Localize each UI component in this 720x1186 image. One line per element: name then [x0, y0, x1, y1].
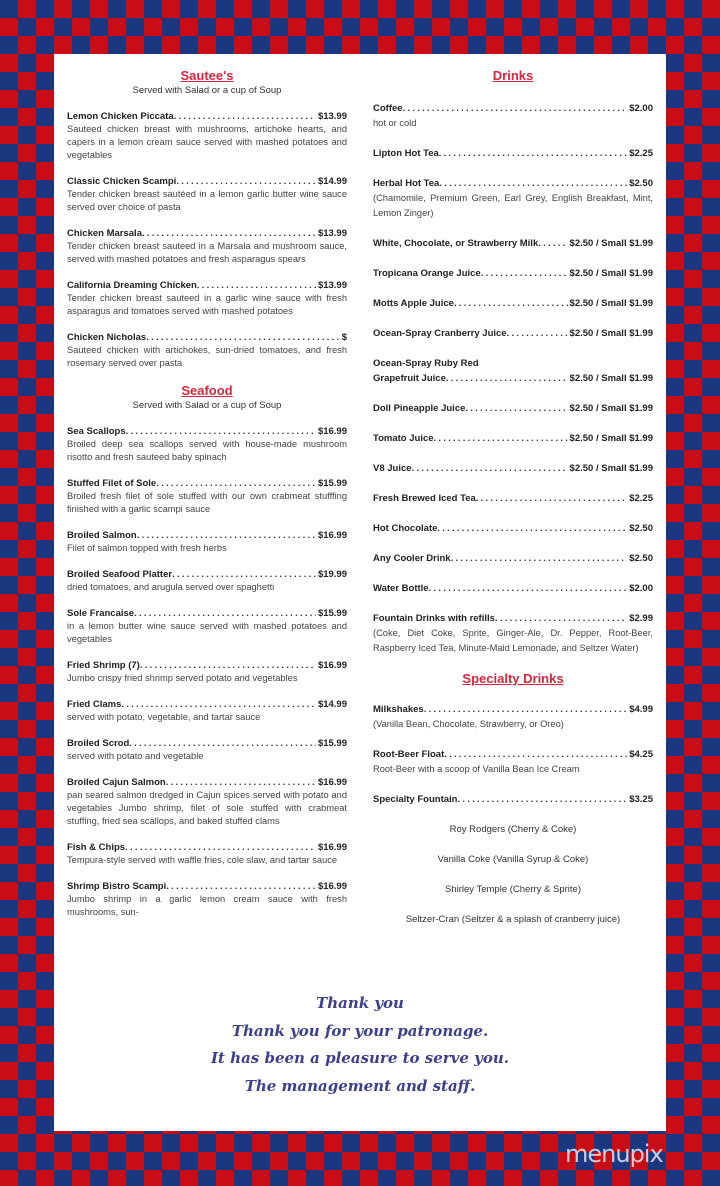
item-row — [373, 581, 653, 596]
item-name: Broiled Seafood Platter — [67, 569, 173, 580]
menu-item — [67, 175, 347, 214]
menu-item — [67, 737, 347, 763]
item-name: Fountain Drinks with refills — [373, 613, 495, 624]
item-price: $2.25 — [629, 493, 653, 504]
item-price: $2.00 — [629, 583, 653, 594]
menu-item — [67, 227, 347, 266]
item-description: Root-Beer with a scoop of Vanilla Bean Ice Cream — [373, 764, 580, 774]
item-row — [373, 146, 653, 161]
item-name: Fresh Brewed Iced Tea — [373, 493, 476, 504]
specialty-drinks-section — [373, 671, 653, 927]
menu-item — [67, 331, 347, 370]
item-row — [67, 529, 347, 542]
item-row — [373, 401, 653, 416]
seafood-subtitle: Served with Salad or a cup of Soup — [132, 400, 282, 411]
item-name: Specialty Fountain — [373, 794, 458, 805]
menu-item — [373, 747, 653, 777]
item-row — [67, 110, 347, 123]
item-name: Doll Pineapple Juice — [373, 403, 466, 414]
menu-item — [67, 425, 347, 464]
menu-item — [373, 101, 653, 131]
item-description: Filet of salmon topped with fresh herbs — [67, 543, 227, 553]
left-column — [67, 68, 347, 932]
item-description: pan seared salmon dredged in Cajun spices served with potato and vegetables Jumbo shrimp, filet of sole stuffed with crabmeat stuffing, fried sea scallops, and baked stuffed clams — [67, 790, 347, 826]
right-column — [373, 68, 653, 942]
item-row — [67, 175, 347, 188]
item-price: $2.50 / Small $1.99 — [569, 463, 653, 474]
dot-leader — [454, 296, 568, 311]
sautees-subtitle: Served with Salad or a cup of Soup — [132, 85, 282, 96]
menu-item — [373, 491, 653, 506]
dot-leader — [129, 737, 316, 750]
item-row — [67, 607, 347, 620]
item-description: Jumbo shrimp in a garlic lemon cream sauce with fresh mushrooms, sun- — [67, 894, 347, 917]
menu-item — [373, 431, 653, 446]
item-price: $2.99 — [629, 613, 653, 624]
menu-item — [373, 176, 653, 221]
item-name: California Dreaming Chicken — [67, 280, 197, 291]
dot-leader — [125, 841, 316, 854]
item-name-prefix: Ocean-Spray Ruby Red — [373, 358, 479, 369]
dot-leader — [121, 698, 316, 711]
menu-item — [67, 776, 347, 828]
item-price: $2.50 — [629, 523, 653, 534]
item-row — [67, 880, 347, 893]
dot-leader — [142, 227, 316, 240]
item-price: $16.99 — [317, 660, 347, 671]
item-price: $16.99 — [317, 426, 347, 437]
menu-item — [373, 401, 653, 416]
item-description: Broiled deep sea scallops served with house-made mushroom risotto and fresh sauteed baby spinach — [67, 439, 347, 462]
item-description: Tender chicken breast sauteed in a Marsala and mushroom sauce, served with mashed potatoes and fresh asparagus spears — [67, 241, 347, 264]
item-description: served with potato, vegetable, and tartar sauce — [67, 712, 261, 722]
dot-leader — [444, 747, 627, 762]
item-name: Any Cooler Drink — [373, 553, 451, 564]
item-description: Jumbo crispy fried shrimp served potato and vegetables — [67, 673, 298, 683]
item-description: Tender chicken breast sautéed in a lemon garlic butter wine sauce served over choice of pasta — [67, 189, 347, 212]
menu-item — [373, 551, 653, 566]
dot-leader — [507, 326, 568, 341]
item-name: Ocean-Spray Cranberry Juice — [373, 328, 507, 339]
item-description: in a lemon butter wine sauce served with mashed potatoes and vegetables — [67, 621, 347, 644]
dot-leader — [156, 477, 316, 490]
item-price: $ — [341, 332, 347, 343]
item-description: (Vanilla Bean, Chocolate, Strawberry, or Oreo) — [373, 719, 564, 729]
item-row — [373, 551, 653, 566]
item-description: hot or cold — [373, 118, 417, 128]
item-name: Water Bottle — [373, 583, 429, 594]
menu-item — [67, 841, 347, 867]
dot-leader — [140, 659, 316, 672]
item-price: $16.99 — [317, 842, 347, 853]
item-description: Sauteed chicken breast with mushrooms, artichoke hearts, and capers in a lemon cream sauce served with mashed potatoes and vegetables — [67, 124, 347, 160]
item-price: $2.50 / Small $1.99 — [569, 433, 653, 444]
item-name: Broiled Scrod — [67, 738, 130, 749]
menu-item — [373, 521, 653, 536]
dot-leader — [126, 425, 316, 438]
dot-leader — [538, 236, 567, 251]
item-row — [373, 611, 653, 626]
item-price: $14.99 — [317, 176, 347, 187]
dot-leader — [465, 401, 567, 416]
item-price: $2.50 / Small $1.99 — [569, 328, 653, 339]
specialty-fountain-option: Roy Rodgers (Cherry & Coke) — [449, 824, 577, 835]
item-row — [373, 236, 653, 251]
dot-leader — [166, 776, 316, 789]
item-price: $15.99 — [317, 738, 347, 749]
dot-leader — [166, 880, 316, 893]
item-row — [373, 371, 653, 386]
item-row — [373, 747, 653, 762]
item-name: White, Chocolate, or Strawberry Milk — [373, 238, 539, 249]
menu-item — [373, 266, 653, 281]
dot-leader — [172, 568, 316, 581]
menu-item — [67, 477, 347, 516]
thank-you-line: Thank you — [316, 994, 404, 1012]
item-name: Fried Clams — [67, 699, 122, 710]
menu-item — [373, 461, 653, 476]
item-row — [67, 841, 347, 854]
menu-item — [373, 356, 653, 386]
dot-leader — [439, 146, 627, 161]
specialty-fountain-option: Vanilla Coke (Vanilla Syrup & Coke) — [437, 854, 589, 865]
item-price: $4.99 — [629, 704, 653, 715]
item-price: $2.50 / Small $1.99 — [569, 268, 653, 279]
item-name: Fried Shrimp (7) — [67, 660, 140, 671]
item-price: $2.50 — [629, 178, 653, 189]
sautees-title: Sautee's — [180, 68, 234, 83]
item-description: (Coke, Diet Coke, Sprite, Ginger-Ale, Dr. Pepper, Root-Beer, Raspberry Iced Tea, Minute-Maid Lemonade, and Seltzer Water) — [373, 628, 653, 653]
item-row — [67, 227, 347, 240]
item-row — [373, 702, 653, 717]
item-description: Tempura-style served with waffle fries, cole slaw, and tartar sauce — [67, 855, 338, 865]
dot-leader — [446, 371, 568, 386]
item-name: Sea Scallops — [67, 426, 126, 437]
dot-leader — [451, 551, 628, 566]
dot-leader — [434, 431, 568, 446]
dot-leader — [481, 266, 568, 281]
item-price: $16.99 — [317, 881, 347, 892]
item-name: Broiled Salmon — [67, 530, 137, 541]
item-price: $19.99 — [317, 569, 347, 580]
dot-leader — [457, 792, 627, 807]
item-row — [67, 568, 347, 581]
item-row — [67, 776, 347, 789]
item-name: Lipton Hot Tea — [373, 148, 439, 159]
dot-leader — [429, 581, 628, 596]
seafood-title: Seafood — [181, 383, 233, 398]
menu-item — [373, 326, 653, 341]
item-price: $15.99 — [317, 478, 347, 489]
menu-item — [67, 110, 347, 162]
item-row — [373, 266, 653, 281]
item-price: $2.50 / Small $1.99 — [569, 238, 653, 249]
item-price: $2.50 — [629, 553, 653, 564]
item-price: $15.99 — [317, 608, 347, 619]
item-row — [67, 331, 347, 344]
item-price: $13.99 — [317, 280, 347, 291]
item-price: $13.99 — [317, 228, 347, 239]
item-description: Broiled fresh filet of sole stuffed with our own crabmeat stufffing finished with a garlic scampi sauce — [67, 491, 347, 514]
menu-item — [67, 279, 347, 318]
item-name: Tropicana Orange Juice — [373, 268, 481, 279]
item-row — [373, 461, 653, 476]
dot-leader — [174, 110, 316, 123]
item-name: Coffee — [373, 103, 403, 114]
item-name: Hot Chocolate — [373, 523, 438, 534]
menu-item — [67, 880, 347, 919]
thank-you-line: Thank you for your patronage. — [231, 1021, 489, 1040]
specialty-fountain-option: Seltzer-Cran (Seltzer & a splash of cranberry juice) — [405, 914, 621, 925]
item-name: Fish & Chips — [67, 842, 126, 853]
item-row — [67, 737, 347, 750]
dot-leader — [134, 607, 316, 620]
menu-panel — [54, 54, 666, 1131]
item-row — [373, 792, 653, 807]
item-name: Shrimp Bistro Scampi — [67, 881, 167, 892]
item-description: dried tomatoes, and arugula served over spaghetti — [67, 582, 275, 592]
item-row — [373, 101, 653, 116]
item-name: Broiled Cajun Salmon — [67, 777, 166, 788]
seafood-section — [67, 383, 347, 919]
menupix-watermark: menupix — [565, 1140, 663, 1168]
item-price: $4.25 — [629, 749, 653, 760]
item-name: Grapefruit Juice — [373, 373, 446, 384]
item-price: $14.99 — [317, 699, 347, 710]
item-name: Root-Beer Float — [373, 749, 445, 760]
item-row — [373, 176, 653, 191]
item-row — [373, 431, 653, 446]
drinks-section — [373, 68, 653, 656]
item-price: $3.25 — [629, 794, 653, 805]
thank-you-line: The management and staff. — [244, 1076, 476, 1095]
item-price: $2.50 / Small $1.99 — [569, 298, 653, 309]
item-row — [67, 698, 347, 711]
menu-item — [373, 611, 653, 656]
item-price: $2.25 — [629, 148, 653, 159]
dot-leader — [176, 175, 316, 188]
item-price: $2.00 — [629, 103, 653, 114]
thank-you-note — [54, 990, 666, 1100]
item-row — [373, 326, 653, 341]
item-description: Sauteed chicken with artichokes, sun-dried tomatoes, and fresh rosemary served over pasta — [67, 345, 347, 368]
menu-item — [67, 568, 347, 594]
menu-item — [373, 236, 653, 251]
item-price: $16.99 — [317, 530, 347, 541]
drinks-title: Drinks — [492, 68, 534, 83]
item-name: Motts Apple Juice — [373, 298, 454, 309]
menu-item — [373, 146, 653, 161]
item-row — [67, 477, 347, 490]
item-description: served with potato and vegetable — [67, 751, 204, 761]
item-row — [67, 279, 347, 292]
item-name: Stuffed Filet of Sole — [67, 478, 157, 489]
item-name: Sole Francaise — [67, 608, 135, 619]
item-name: V8 Juice — [373, 463, 412, 474]
item-name: Milkshakes — [373, 704, 424, 715]
dot-leader — [137, 529, 316, 542]
item-name: Chicken Marsala — [67, 228, 142, 239]
menu-item — [67, 698, 347, 724]
item-row — [67, 659, 347, 672]
menu-item — [67, 529, 347, 555]
item-name: Classic Chicken Scampi — [67, 176, 177, 187]
item-price: $16.99 — [317, 777, 347, 788]
item-row — [373, 521, 653, 536]
menu-item — [67, 607, 347, 646]
dot-leader — [437, 521, 627, 536]
item-row — [373, 296, 653, 311]
thank-you-line: It has been a pleasure to serve you. — [211, 1049, 509, 1067]
dot-leader — [439, 176, 627, 191]
menu-item — [373, 702, 653, 732]
item-row — [67, 425, 347, 438]
dot-leader — [197, 279, 316, 292]
item-description: (Chamomile, Premium Green, Earl Grey, English Breakfast, Mint, Lemon Zinger) — [373, 193, 653, 218]
item-description: Tender chicken breast sauteed in a garlic wine sauce with fresh asparagus and tomatoes served with mashed potatoes — [67, 293, 347, 316]
item-row — [373, 491, 653, 506]
item-price: $2.50 / Small $1.99 — [569, 403, 653, 414]
dot-leader — [476, 491, 627, 506]
menu-item — [373, 296, 653, 311]
item-name: Tomato Juice — [373, 433, 434, 444]
item-name: Lemon Chicken Piccata — [67, 111, 174, 122]
dot-leader — [412, 461, 568, 476]
menu-item — [373, 581, 653, 596]
menu-item — [67, 659, 347, 685]
item-name: Chicken Nicholas — [67, 332, 147, 343]
sautees-section — [67, 68, 347, 370]
specialty-title: Specialty Drinks — [462, 671, 564, 686]
dot-leader — [424, 702, 628, 717]
dot-leader — [495, 611, 627, 626]
item-price: $13.99 — [317, 111, 347, 122]
dot-leader — [403, 101, 628, 116]
specialty-fountain-option: Shirley Temple (Cherry & Sprite) — [444, 884, 582, 895]
item-name: Herbal Hot Tea — [373, 178, 440, 189]
dot-leader — [146, 331, 340, 344]
item-price: $2.50 / Small $1.99 — [569, 373, 653, 384]
menu-item — [373, 792, 653, 927]
